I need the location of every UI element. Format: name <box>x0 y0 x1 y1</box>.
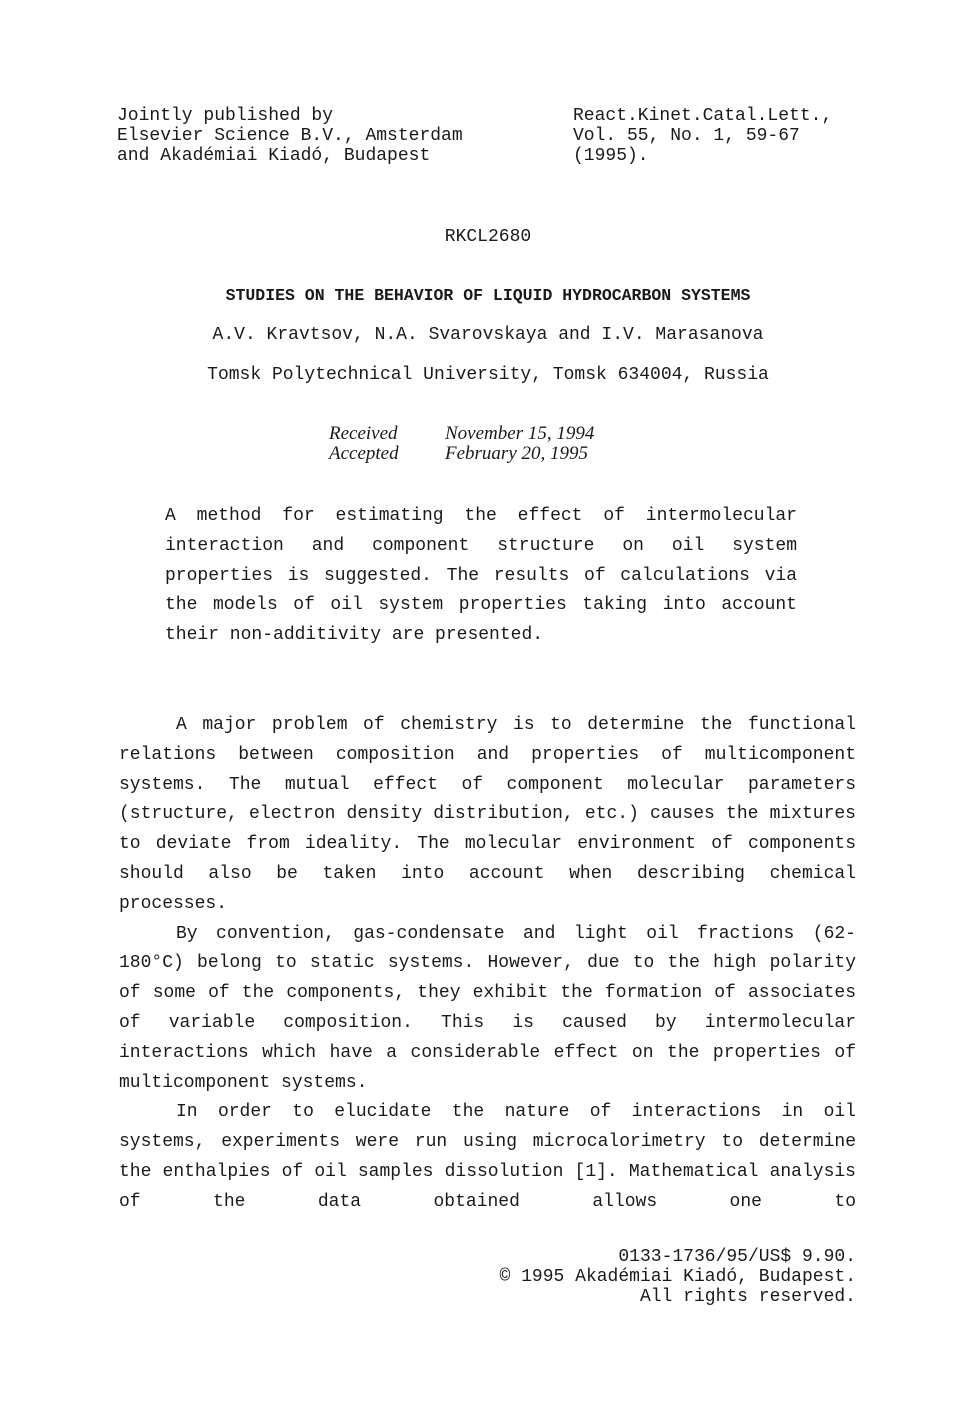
received-label: Received <box>329 423 398 444</box>
received-date: November 15, 1994 <box>445 423 595 444</box>
copyright-footer <box>400 1247 856 1307</box>
journal-citation <box>573 106 832 166</box>
body-text <box>119 711 856 1218</box>
rights-line: All rights reserved. <box>639 1287 856 1307</box>
abstract: A method for estimating the effect of intermolecular interaction and component structure on oil system properties is suggested. The results of calculations via the models of oil system properties taking into account their non-additivity are presented. <box>165 506 797 646</box>
paragraph: In order to elucidate the nature of interactions in oil systems, experiments were run using microcalorimetry to determine the enthalpies of oil samples dissolution [1]. Mathematical analysis of the data obtained allows one to <box>119 1102 856 1212</box>
accepted-row <box>329 444 594 464</box>
accepted-label: Accepted <box>329 443 399 464</box>
publisher-line: Jointly published by <box>117 106 334 126</box>
accepted-date: February 20, 1995 <box>445 443 589 464</box>
author-list: A.V. Kravtsov, N.A. Svarovskaya and I.V. Marasanova <box>212 325 764 345</box>
publisher-line: Elsevier Science B.V., Amsterdam <box>117 126 463 146</box>
article-code: RKCL2680 <box>444 227 532 247</box>
issn-price: 0133-1736/95/US$ 9.90. <box>618 1247 856 1267</box>
affiliation: Tomsk Polytechnical University, Tomsk 634004, Russia <box>207 365 769 385</box>
article-title: STUDIES ON THE BEHAVIOR OF LIQUID HYDROCARBON SYSTEMS <box>225 286 751 305</box>
received-row <box>329 424 594 444</box>
paragraph: By convention, gas-condensate and light oil fractions (62-180°C) belong to static systems. However, due to the high polarity of some of the components, they exhibit the formation of associates of variable composition. This is caused by intermolecular interactions which have a considerable effect on the properties of multicomponent systems. <box>119 923 856 1093</box>
received-accepted-dates <box>329 424 594 464</box>
publisher-info <box>117 106 463 166</box>
citation-line: (1995). <box>573 146 649 166</box>
paragraph: A major problem of chemistry is to determine the functional relations between composition and properties of multicomponent systems. The mutual effect of component molecular parameters (structure, electron density distribution, etc.) causes the mixtures to deviate from ideality. The molecular environment of components should also be taken into account when describing chemical processes. <box>119 715 856 914</box>
citation-line: Vol. 55, No. 1, 59-67 <box>573 126 800 146</box>
publisher-line: and Akadémiai Kiadó, Budapest <box>117 146 431 166</box>
copyright-line: © 1995 Akadémiai Kiadó, Budapest. <box>499 1267 856 1287</box>
citation-line: React.Kinet.Catal.Lett., <box>573 106 833 126</box>
